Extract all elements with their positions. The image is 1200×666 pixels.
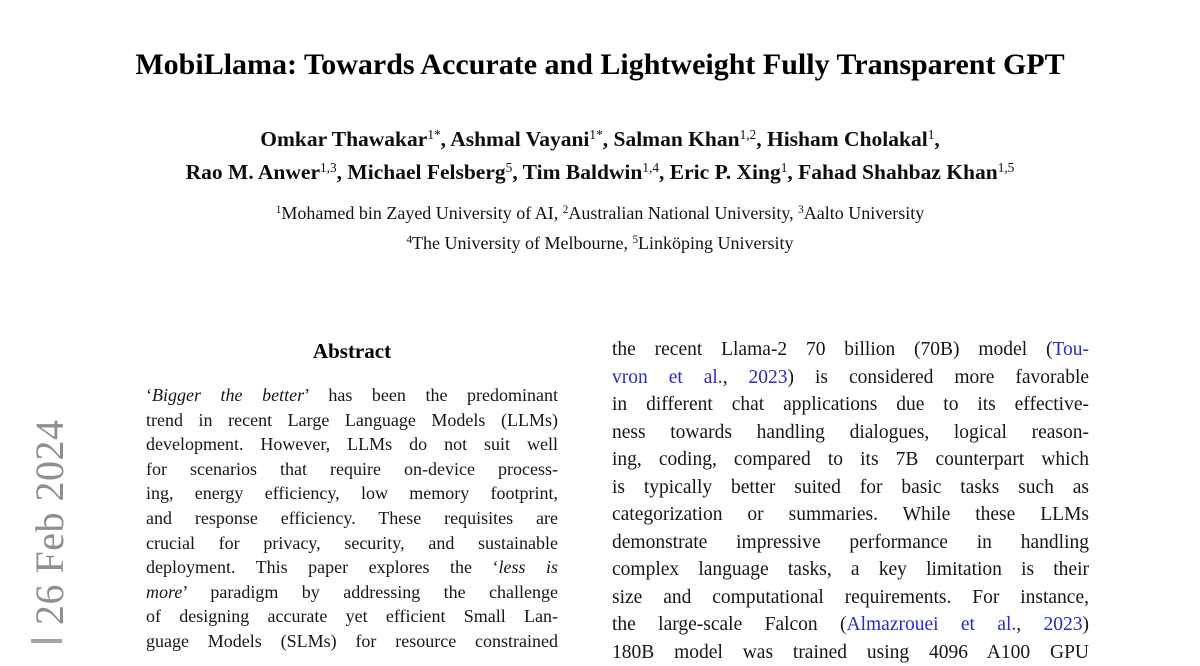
- text-run: ,: [1016, 614, 1043, 635]
- text-run: demonstrate impressive performance in handling: [612, 532, 1089, 553]
- text-line: [612, 391, 1089, 419]
- text-run: 180B model was trained using 4096 A100 GPU: [612, 642, 1089, 663]
- text-run: Mohamed bin Zayed University of AI,: [281, 203, 562, 223]
- superscript: 1,5: [998, 160, 1015, 175]
- text-line: [146, 432, 558, 457]
- text-run: , Eric P. Xing: [659, 160, 781, 184]
- text-line: [612, 584, 1089, 612]
- text-line: [612, 336, 1089, 364]
- text-run: Rao M. Anwer: [186, 160, 320, 184]
- text-run: , Salman Khan: [603, 127, 740, 151]
- text-run: trend in recent Large Language Models (LLMs): [146, 410, 558, 430]
- emphasis-text: Bigger the better: [152, 385, 304, 405]
- text-run: of designing accurate yet efficient Small Lan-: [146, 606, 558, 626]
- arxiv-stamp-clipped-fragment: [31, 639, 62, 643]
- text-run: ’ paradigm by addressing the challenge: [182, 582, 558, 602]
- superscript: 5: [632, 234, 638, 246]
- superscript: 1,3: [320, 160, 337, 175]
- citation-link[interactable]: 2023: [1044, 614, 1083, 635]
- text-run: the recent Llama-2 70 billion (70B) model (: [612, 339, 1052, 360]
- abstract-text: [146, 383, 558, 654]
- text-run: ing, energy efficiency, low memory footprint,: [146, 483, 558, 503]
- text-run: ‘: [146, 385, 152, 405]
- text-line: [146, 506, 558, 531]
- text-run: deployment. This paper explores the ‘: [146, 557, 499, 577]
- text-line: [146, 629, 558, 654]
- text-run: ,: [934, 127, 939, 151]
- superscript: 1: [928, 127, 935, 142]
- text-line: [0, 200, 1200, 230]
- citation-link[interactable]: Tou-: [1052, 339, 1089, 360]
- text-line: [612, 364, 1089, 392]
- text-run: ,: [723, 367, 749, 388]
- arxiv-stamp-date: 26 Feb 2024: [30, 420, 70, 626]
- text-line: [0, 157, 1200, 190]
- superscript: 1*: [427, 127, 440, 142]
- abstract-heading: Abstract: [146, 339, 558, 364]
- text-line: [146, 481, 558, 506]
- citation-link[interactable]: Almazrouei et al.: [847, 614, 1017, 635]
- text-run: guage Models (SLMs) for resource constrained: [146, 631, 558, 651]
- citation-link[interactable]: vron et al.: [612, 367, 723, 388]
- text-line: [612, 474, 1089, 502]
- introduction-column-text: [612, 336, 1089, 666]
- text-run: The University of Melbourne,: [412, 233, 632, 253]
- text-run: Linköping University: [638, 233, 794, 253]
- superscript: 4: [406, 234, 412, 246]
- text-line: [146, 580, 558, 605]
- text-line: [612, 639, 1089, 666]
- text-run: , Tim Baldwin: [512, 160, 642, 184]
- text-line: [146, 457, 558, 482]
- text-run: in different chat applications due to its effective-: [612, 394, 1089, 415]
- text-run: the large-scale Falcon (: [612, 614, 847, 635]
- text-run: , Ashmal Vayani: [441, 127, 590, 151]
- text-line: [146, 604, 558, 629]
- text-line: [146, 531, 558, 556]
- paper-title: MobiLlama: Towards Accurate and Lightweight Fully Transparent GPT: [0, 48, 1200, 82]
- superscript: 1,2: [740, 127, 757, 142]
- text-line: [612, 446, 1089, 474]
- text-run: size and computational requirements. For instance,: [612, 587, 1089, 608]
- superscript: 1: [781, 160, 788, 175]
- text-line: [612, 501, 1089, 529]
- text-line: [612, 611, 1089, 639]
- emphasis-text: less is: [499, 557, 559, 577]
- text-run: , Michael Felsberg: [337, 160, 506, 184]
- text-run: categorization or summaries. While these LLMs: [612, 504, 1089, 525]
- text-run: , Hisham Cholakal: [756, 127, 927, 151]
- superscript: 1,4: [642, 160, 659, 175]
- superscript: 1: [276, 204, 282, 216]
- text-run: ): [1083, 614, 1090, 635]
- text-line: [146, 555, 558, 580]
- text-line: [612, 419, 1089, 447]
- text-run: for scenarios that require on-device process-: [146, 459, 558, 479]
- text-run: ) is considered more favorable: [788, 367, 1089, 388]
- text-run: Australian National University,: [568, 203, 798, 223]
- author-list: [0, 124, 1200, 190]
- text-run: and response efficiency. These requisites are: [146, 508, 558, 528]
- text-run: ness towards handling dialogues, logical reason-: [612, 422, 1089, 443]
- text-run: Omkar Thawakar: [260, 127, 427, 151]
- text-run: development. However, LLMs do not suit well: [146, 434, 558, 454]
- superscript: 5: [506, 160, 513, 175]
- text-line: [146, 408, 558, 433]
- citation-link[interactable]: 2023: [749, 367, 788, 388]
- text-line: [0, 230, 1200, 260]
- text-line: [612, 529, 1089, 557]
- text-run: Aalto University: [804, 203, 924, 223]
- text-line: [0, 124, 1200, 157]
- emphasis-text: more: [146, 582, 182, 602]
- text-run: crucial for privacy, security, and sustainable: [146, 533, 558, 553]
- text-run: , Fahad Shahbaz Khan: [787, 160, 997, 184]
- text-run: is typically better suited for basic tasks such as: [612, 477, 1089, 498]
- superscript: 1*: [589, 127, 602, 142]
- text-line: [612, 556, 1089, 584]
- superscript: 3: [798, 204, 804, 216]
- text-run: ’ has been the predominant: [304, 385, 558, 405]
- superscript: 2: [563, 204, 569, 216]
- text-run: complex language tasks, a key limitation is their: [612, 559, 1089, 580]
- text-run: ing, coding, compared to its 7B counterpart which: [612, 449, 1089, 470]
- affiliation-list: [0, 200, 1200, 260]
- text-line: [146, 383, 558, 408]
